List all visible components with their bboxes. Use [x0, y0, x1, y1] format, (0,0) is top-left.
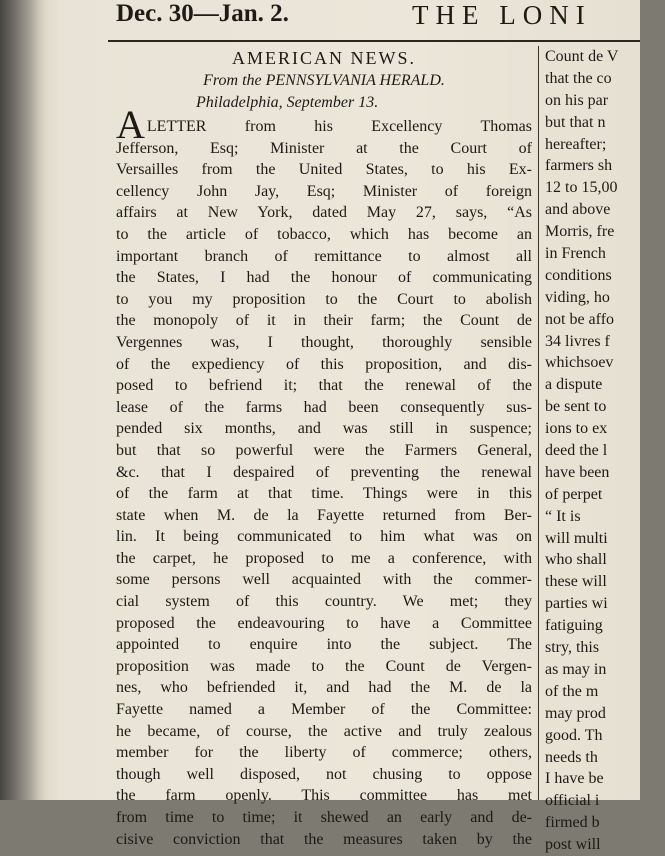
right-column-line: good. Th	[545, 726, 603, 744]
article-line: &c. that I despaired of preventing the renewal	[116, 463, 532, 481]
article-line: proposed the endeavouring to have a Committee	[116, 614, 532, 632]
right-column-line: “ It is	[545, 507, 581, 525]
right-column-line: parties wi	[545, 595, 608, 613]
right-column-line: a dispute	[545, 376, 603, 394]
right-column-line: official i	[545, 792, 600, 810]
page-gutter-shadow	[0, 0, 46, 800]
article-source: From the PENNSYLVANIA HERALD.	[203, 72, 445, 89]
right-column-line: and above	[545, 201, 611, 219]
right-column-line: but that n	[545, 113, 606, 131]
right-column-line: 34 livres f	[545, 332, 610, 350]
right-column-line: viding, ho	[545, 288, 610, 306]
article-line: to the article of tobacco, which has become an	[116, 225, 532, 243]
right-column-line: who shall	[545, 551, 607, 569]
article-line: of the farm at that time. Things were in this	[116, 485, 532, 503]
right-column-line: will multi	[545, 529, 608, 547]
right-column-line: fatiguing	[545, 617, 603, 635]
right-column-line: as may in	[545, 660, 607, 678]
masthead-title: THE LONI	[412, 0, 592, 30]
article-line: pended six months, and was still in suspence;	[116, 420, 532, 438]
article-line: some persons well acquainted with the commer-	[116, 571, 532, 589]
right-column-line: have been	[545, 463, 610, 481]
article-line: the monopoly of it in their farm; the Count de	[116, 312, 532, 330]
right-column-line: I have be	[545, 770, 604, 788]
right-column-line: Morris, fre	[545, 223, 615, 241]
column-divider	[538, 46, 539, 800]
right-column-line: that the co	[545, 69, 612, 87]
article-line: the States, I had the honour of communicating	[116, 269, 532, 287]
article-column	[116, 46, 532, 850]
right-column-line: hereafter;	[545, 135, 607, 153]
right-column-line: these will	[545, 573, 607, 591]
right-column-line: of the m	[545, 682, 599, 700]
article-line: though well disposed, not chusing to oppose	[116, 765, 532, 783]
right-column-line: may prod	[545, 704, 606, 722]
right-column-line: Count de V	[545, 48, 619, 65]
article-line: the farm openly. This committee has met	[116, 787, 532, 805]
article-line: cial system of this country. We met; they	[116, 593, 532, 611]
article-line: the carpet, he proposed to me a conference, with	[116, 549, 532, 567]
article-line: cisive conviction that the measures taken by the	[116, 830, 532, 848]
right-column-line: deed the l	[545, 442, 608, 460]
article-line: nes, who befriended it, and had the M. de la	[116, 679, 532, 697]
right-column-fragment	[545, 46, 665, 856]
article-line: cellency John Jay, Esq; Minister of foreign	[116, 182, 532, 200]
article-line: lease of the farms had been consequently sus-	[116, 398, 532, 416]
article-line: appointed to enquire into the subject. The	[116, 636, 532, 654]
article-line: to you my proposition to the Court to abolish	[116, 290, 532, 308]
right-column-line: conditions	[545, 266, 612, 284]
right-column-line: on his par	[545, 91, 609, 109]
right-column-line: in French	[545, 245, 606, 263]
article-line: member for the liberty of commerce; others,	[116, 744, 532, 762]
right-column-line: stry, this	[545, 639, 600, 657]
article-heading: AMERICAN NEWS.	[232, 48, 416, 68]
article-line: lin. It being communicated to him what was on	[116, 528, 532, 546]
article-line: proposition was made to the Count de Vergen-	[116, 657, 532, 675]
article-line: Versailles from the United States, to his Ex-	[116, 161, 532, 179]
article-line-text: LETTER from his Excellency Thomas	[146, 118, 532, 135]
article-line: Vergennes was, I thought, thoroughly sensible	[116, 333, 532, 351]
masthead-date: Dec. 30—Jan. 2.	[116, 0, 289, 27]
article-line: Fayette named a Member of the Committee:	[116, 701, 532, 719]
masthead	[110, 0, 650, 38]
right-column-line: of perpet	[545, 485, 603, 503]
masthead-rule	[108, 40, 640, 42]
article-line: but that so powerful were the Farmers General,	[116, 441, 532, 459]
right-column-line: firmed b	[545, 814, 600, 832]
right-column-line: post will	[545, 836, 601, 854]
right-column-line: ions to ex	[545, 420, 608, 438]
article-line: posed to befriend it; that the renewal of the	[116, 377, 532, 395]
article-line: affairs at New York, dated May 27, says, “As	[116, 204, 532, 222]
article-line: he became, of course, the active and truly zealous	[116, 722, 532, 740]
right-column-line: not be affo	[545, 310, 615, 328]
article-dropcap: A	[116, 102, 145, 147]
right-column-line: needs th	[545, 748, 598, 766]
article-line: from time to time; it shewed an early and de-	[116, 809, 532, 826]
article-line: of the expediency of this proposition, and dis-	[116, 355, 532, 373]
article-dateline: Philadelphia, September 13.	[196, 94, 379, 111]
article-line: Jefferson, Esq; Minister at the Court of	[116, 139, 532, 157]
right-column-line: be sent to	[545, 398, 607, 416]
article-line: important branch of remittance to almost all	[116, 247, 532, 265]
right-column-line: farmers sh	[545, 157, 613, 175]
right-column-line: 12 to 15,00	[545, 179, 618, 197]
right-column-line: whichsoev	[545, 354, 614, 372]
article-line: state when M. de la Fayette returned from Ber-	[116, 506, 532, 524]
